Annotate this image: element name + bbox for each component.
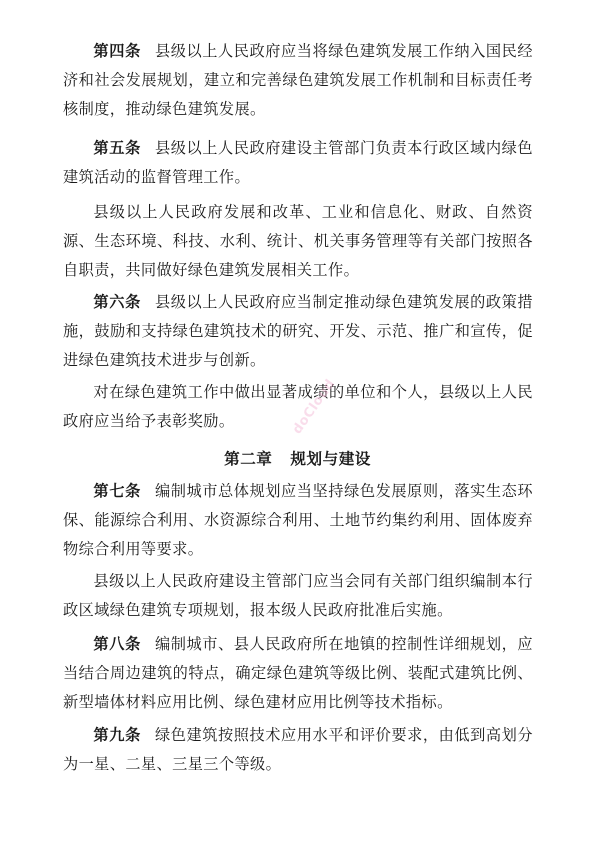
- article-text: 县级以上人民政府建设主管部门负责本行政区域内绿色建筑活动的监督管理工作。: [63, 139, 533, 186]
- article-text: 编制城市总体规划应当坚持绿色发展原则，落实生态环保、能源综合利用、水资源综合利用、土地节约集约利用、固体废弃物综合利用等要求。: [63, 482, 533, 558]
- article-9: [63, 721, 533, 779]
- article-text: 县级以上人民政府应当制定推动绿色建筑发展的政策措施，鼓励和支持绿色建筑技术的研究、开发、示范、推广和宣传，促进绿色建筑技术进步与创新。: [63, 293, 533, 369]
- article-text: 编制城市、县人民政府所在地镇的控制性详细规划，应当结合周边建筑的特点，确定绿色建筑等级比例、装配式建筑比例、新型墙体材料应用比例、绿色建材应用比例等技术指标。: [63, 635, 533, 711]
- article-4: [63, 37, 533, 124]
- paragraph-text: 对在绿色建筑工作中做出显著成绩的单位和个人，县级以上人民政府应当给予表彰奖励。: [63, 383, 533, 430]
- article-5-paragraph-2: [63, 198, 533, 285]
- chapter-number: 第二章: [224, 450, 273, 468]
- article-text: 绿色建筑按照技术应用水平和评价要求，由低到高划分为一星、二星、三星三个等级。: [63, 726, 533, 773]
- chapter-heading: [0, 448, 595, 470]
- paragraph-text: 县级以上人民政府建设主管部门应当会同有关部门组织编制本行政区域绿色建筑专项规划，报本级人民政府批准后实施。: [63, 572, 533, 619]
- article-7: [63, 477, 533, 564]
- article-number: 第六条: [93, 293, 141, 311]
- article-5: [63, 134, 533, 192]
- article-number: 第五条: [93, 139, 141, 157]
- article-text: 县级以上人民政府应当将绿色建筑发展工作纳入国民经济和社会发展规划，建立和完善绿色建筑发展工作机制和目标责任考核制度，推动绿色建筑发展。: [63, 42, 533, 118]
- article-7-paragraph-2: [63, 567, 533, 625]
- article-8: [63, 630, 533, 717]
- article-number: 第四条: [93, 42, 141, 60]
- article-number: 第九条: [93, 726, 141, 744]
- chapter-title: 规划与建设: [290, 450, 371, 468]
- article-6: [63, 288, 533, 375]
- article-number: 第七条: [93, 482, 141, 500]
- watermark-text: doCloud: [289, 376, 339, 438]
- paragraph-text: 县级以上人民政府发展和改革、工业和信息化、财政、自然资源、生态环境、科技、水利、统计、机关事务管理等有关部门按照各自职责，共同做好绿色建筑发展相关工作。: [63, 203, 533, 279]
- article-number: 第八条: [93, 635, 141, 653]
